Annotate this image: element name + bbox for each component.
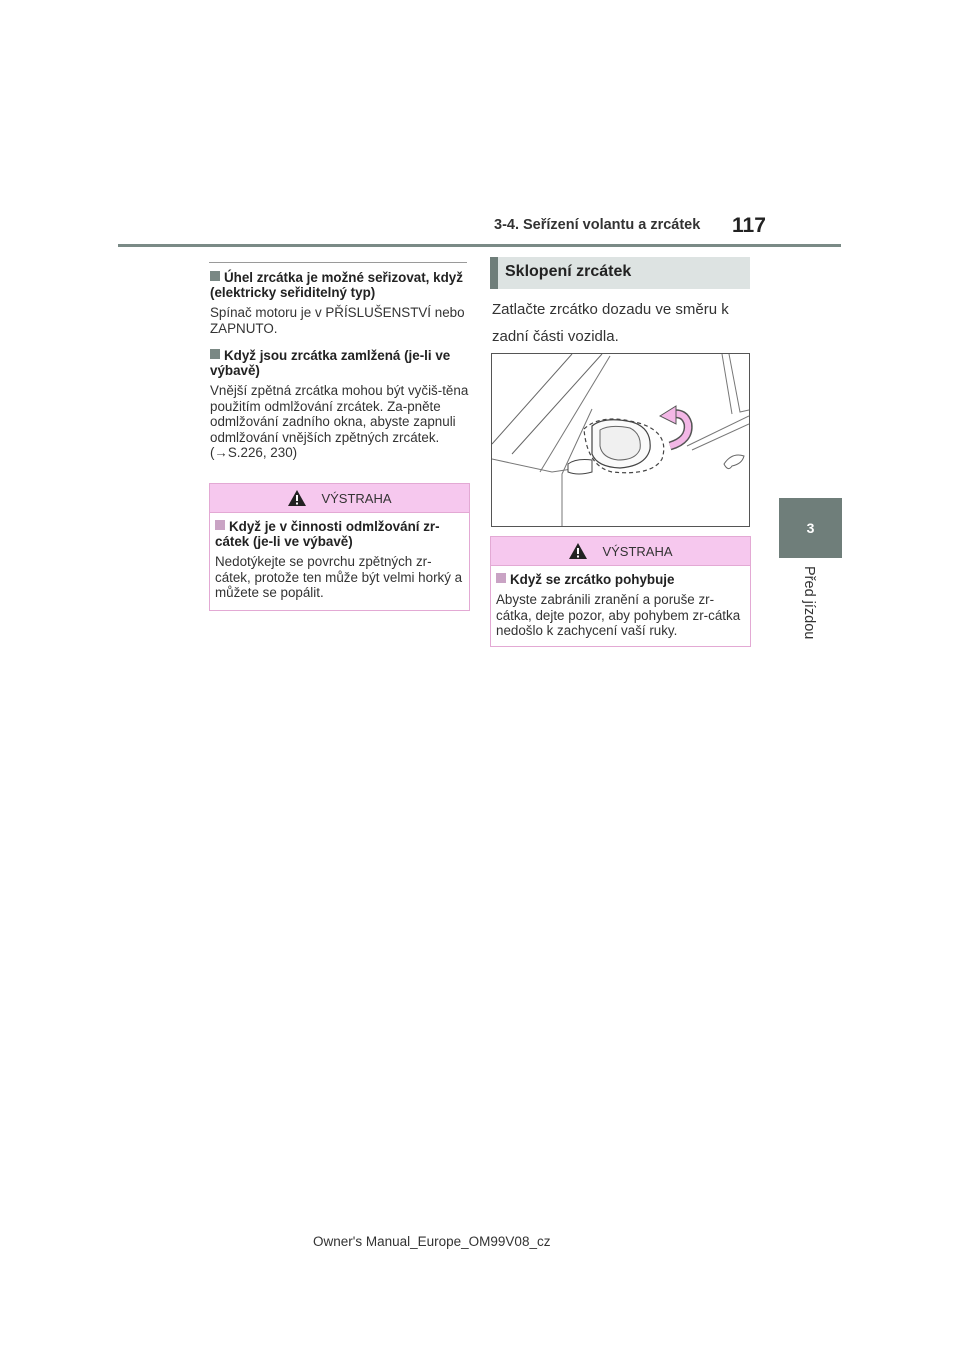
warning-box-defogger (209, 483, 470, 611)
warning-box-mirror-moving (490, 536, 751, 647)
subheading-mirror-angle-text: Úhel zrcátka je možné seřizovat, když (elektricky seřiditelný typ) (210, 270, 463, 300)
warning-title (215, 519, 464, 549)
page-reference-arrow-icon: → (214, 445, 228, 460)
warning-header (210, 484, 469, 513)
section-heading-text: Sklopení zrcátek (505, 263, 632, 280)
chapter-tab[interactable]: 3 (779, 498, 842, 558)
warning-triangle-icon (287, 489, 307, 507)
square-bullet-icon (215, 520, 225, 530)
warning-text: Abyste zabránili zranění a poruše zr-cátka, dejte pozor, aby pohybem zr-cátka nedošlo k zachycení vaší ruky. (496, 592, 741, 638)
header-section-title: 3-4. Seřízení volantu a zrcátek (494, 217, 701, 233)
instruction-text: Zatlačte zrcátko dozadu ve směru k zadní části vozidla. (492, 301, 729, 345)
warning-header (491, 537, 750, 566)
square-bullet-icon (496, 573, 506, 583)
subheading-mirror-angle (210, 270, 468, 300)
paragraph-mirror-defogger (210, 383, 470, 461)
left-column-rule (209, 262, 467, 263)
subheading-mirror-fogged-text: Když jsou zrcátka zamlžená (je-li ve výbavě) (210, 348, 451, 378)
chapter-label (779, 566, 842, 656)
page-number: 117 (732, 214, 766, 237)
square-bullet-icon (210, 271, 220, 281)
header-rule (118, 244, 841, 247)
warning-triangle-icon (568, 542, 588, 560)
section-heading (490, 257, 750, 289)
warning-title-text: Když je v činnosti odmlžování zr-cátek (je-li ve výbavě) (215, 519, 440, 549)
warning-text: Nedotýkejte se povrchu zpětných zr-cátek, protože ten může být velmi horký a můžete se popálit. (215, 554, 463, 600)
chapter-label-text: Před jízdou (801, 566, 817, 640)
page-reference-link[interactable]: S.226, 230) (227, 445, 298, 460)
paragraph-mirror-angle: Spínač motoru je v PŘÍSLUŠENSTVÍ nebo ZAPNUTO. (210, 305, 465, 336)
square-bullet-icon (210, 349, 220, 359)
defogger-text: Vnější zpětná zrcátka mohou být vyčiš-těna použitím odmlžování zrcátek. Za-pněte odmlžování zadního okna, abyste zapnuli odmlžování vnějších zpětných zrcátek. ( (210, 383, 469, 460)
warning-label: VÝSTRAHA (321, 490, 392, 506)
section-heading-bar (490, 257, 498, 289)
mirror-folding-illustration (491, 353, 750, 527)
subheading-mirror-fogged (210, 348, 468, 378)
mirror-illustration-svg (492, 354, 749, 526)
warning-title (496, 572, 745, 587)
warning-title-text: Když se zrcátko pohybuje (510, 572, 675, 587)
warning-label: VÝSTRAHA (602, 543, 673, 559)
footer-manual-id: Owner's Manual_Europe_OM99V08_cz (313, 1234, 551, 1249)
